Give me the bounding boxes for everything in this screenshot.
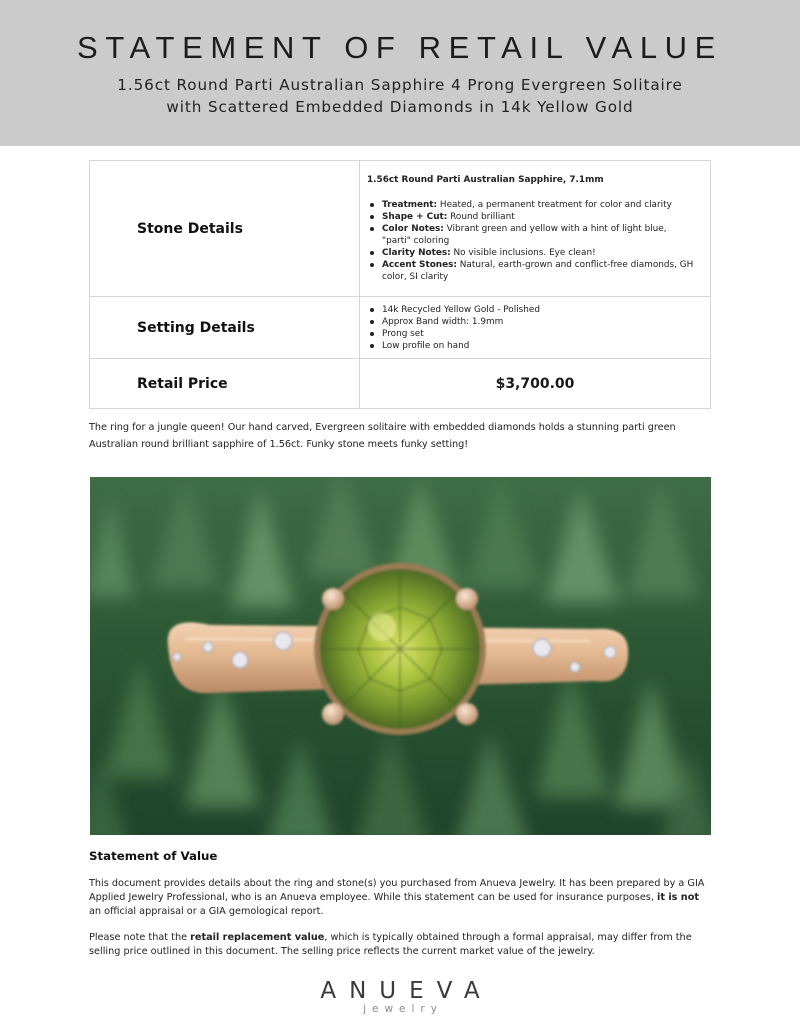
setting-details-row — [90, 297, 711, 359]
document-title: STATEMENT OF RETAIL VALUE — [77, 30, 723, 65]
document-subtitle-line1: 1.56ct Round Parti Australian Sapphire 4 Prong Evergreen Solitaire — [117, 76, 683, 94]
setting-detail-item: 14k Recycled Yellow Gold - Polished — [367, 304, 696, 316]
setting-detail-item: Prong set — [367, 328, 696, 340]
setting-detail-item: Low profile on hand — [367, 340, 696, 352]
stone-details-row — [90, 161, 711, 297]
details-table — [89, 160, 711, 409]
stone-detail-item: Treatment: Heated, a permanent treatment for color and clarity — [367, 199, 696, 211]
anueva-logo — [0, 978, 800, 1015]
stone-detail-item: Accent Stones: Natural, earth-grown and conflict-free diamonds, GH color, SI clarity — [367, 259, 696, 283]
retail-price-value: $3,700.00 — [360, 359, 711, 409]
logo-brand: ANUEVA — [320, 978, 493, 1004]
logo-subtext: jewelry — [363, 1003, 443, 1015]
statement-paragraph-1: This document provides details about the ring and stone(s) you purchased from Anueva Jewelry. It has been prepared by a GIA Applied Jewelry Professional, who is an Anueva employee. While this statement can be used for insurance purposes, it is not an official appraisal or a GIA gemological report. — [89, 878, 705, 917]
stone-details-content — [360, 161, 711, 297]
statement-of-value-title: Statement of Value — [89, 849, 218, 863]
stone-detail-item: Color Notes: Vibrant green and yellow with a hint of light blue, "parti" coloring — [367, 223, 696, 247]
setting-details-list — [367, 304, 696, 352]
ring-photo — [90, 477, 711, 835]
setting-detail-item: Approx Band width: 1.9mm — [367, 316, 696, 328]
retail-price-label: Retail Price — [90, 359, 360, 409]
stone-heading: 1.56ct Round Parti Australian Sapphire, 7.1mm — [367, 175, 604, 185]
setting-details-content — [360, 297, 711, 359]
retail-price-row — [90, 359, 711, 409]
document-subtitle-line2: with Scattered Embedded Diamonds in 14k Yellow Gold — [166, 98, 634, 116]
description-line: The ring for a jungle queen! Our hand carved, Evergreen solitaire with embedded diamonds holds a stunning parti green — [89, 422, 676, 433]
stone-details-label: Stone Details — [90, 161, 360, 297]
product-description — [89, 420, 711, 453]
stone-details-list — [367, 199, 696, 283]
header-banner — [0, 0, 800, 146]
ring-photo-illustration — [90, 477, 711, 835]
statement-paragraph-2: Please note that the retail replacement value, which is typically obtained through a formal appraisal, may differ from the selling price outlined in this document. The selling price reflects the current market value of the jewelry. — [89, 932, 692, 957]
stone-detail-item: Clarity Notes: No visible inclusions. Eye clean! — [367, 247, 696, 259]
setting-details-label: Setting Details — [90, 297, 360, 359]
stone-detail-item: Shape + Cut: Round brilliant — [367, 211, 696, 223]
description-line: Australian round brilliant sapphire of 1.56ct. Funky stone meets funky setting! — [89, 438, 469, 450]
